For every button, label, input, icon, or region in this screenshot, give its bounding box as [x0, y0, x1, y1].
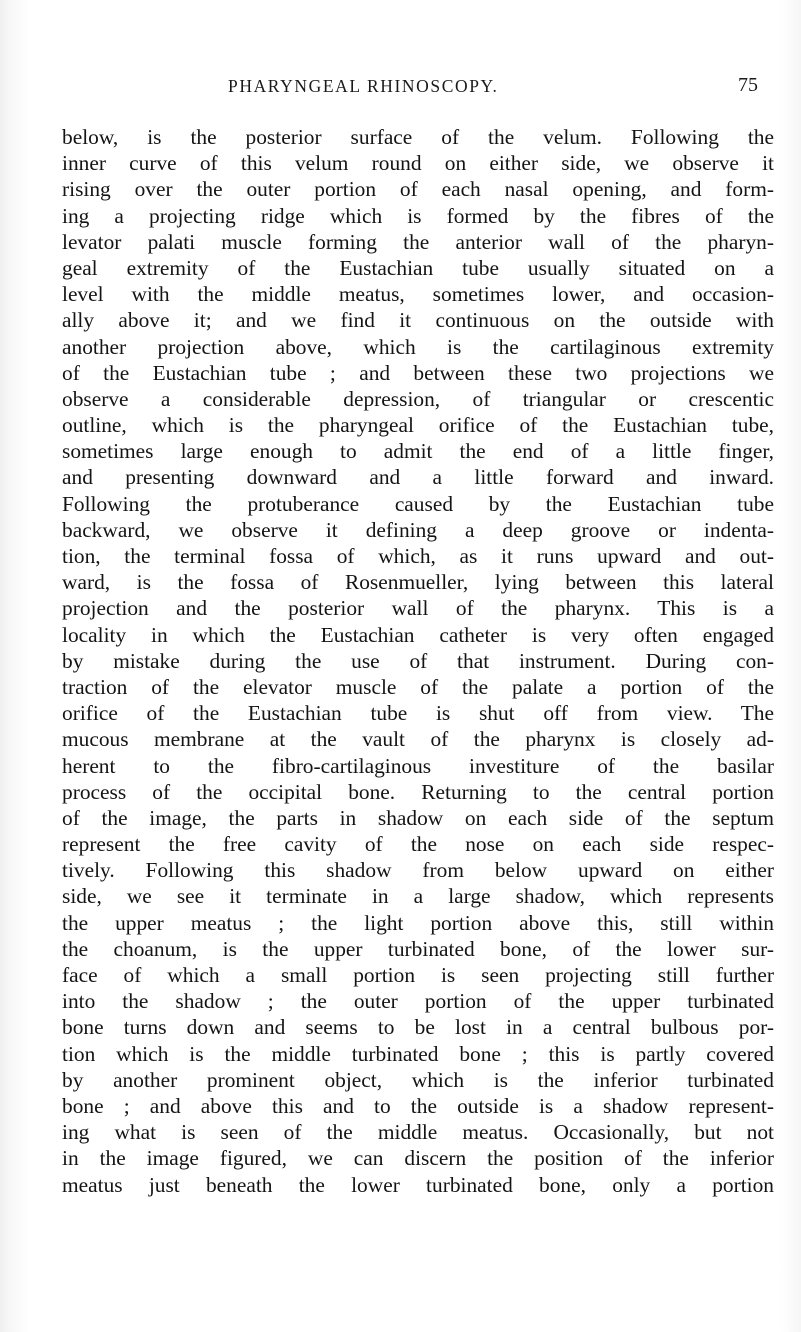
text-line: bone ; and above this and to the outside is a shadow represent-: [62, 1093, 774, 1118]
text-line: orifice of the Eustachian tube is shut off from view. The: [62, 701, 774, 726]
text-line: by mistake during the use of that instrument. During con-: [62, 648, 774, 673]
body-paragraph: [62, 124, 774, 1198]
text-line: side, we see it terminate in a large shadow, which represents: [62, 884, 774, 909]
text-line: represent the free cavity of the nose on each side respec-: [62, 832, 774, 857]
text-line: by another prominent object, which is the inferior turbinated: [62, 1067, 774, 1092]
text-line: bone turns down and seems to be lost in a central bulbous por-: [62, 1015, 774, 1040]
text-line: observe a considerable depression, of triangular or crescentic: [62, 386, 774, 411]
text-line: tion which is the middle turbinated bone ; this is partly covered: [62, 1041, 774, 1066]
running-head: [0, 76, 801, 106]
text-line: rising over the outer portion of each nasal opening, and form-: [62, 177, 774, 202]
text-line: of the image, the parts in shadow on each side of the septum: [62, 805, 774, 830]
text-line: tively. Following this shadow from below upward on either: [62, 858, 774, 883]
text-line: process of the occipital bone. Returning to the central portion: [62, 779, 774, 804]
text-line: inner curve of this velum round on either side, we observe it: [62, 151, 774, 176]
text-line: the upper meatus ; the light portion above this, still within: [62, 910, 774, 935]
text-line: meatus just beneath the lower turbinated bone, only a portion: [62, 1172, 774, 1197]
text-line: sometimes large enough to admit the end of a little finger,: [62, 439, 774, 464]
text-line: mucous membrane at the vault of the pharynx is closely ad-: [62, 727, 774, 752]
text-line: ing what is seen of the middle meatus. Occasionally, but not: [62, 1120, 774, 1145]
text-line: into the shadow ; the outer portion of the upper turbinated: [62, 989, 774, 1014]
text-line: the choanum, is the upper turbinated bone, of the lower sur-: [62, 936, 774, 961]
text-line: traction of the elevator muscle of the palate a portion of the: [62, 674, 774, 699]
text-line: in the image figured, we can discern the position of the inferior: [62, 1146, 774, 1171]
text-line: outline, which is the pharyngeal orifice of the Eustachian tube,: [62, 413, 774, 438]
page-number: 75: [738, 74, 758, 96]
text-line: projection and the posterior wall of the pharynx. This is a: [62, 596, 774, 621]
text-line: below, is the posterior surface of the velum. Following the: [62, 125, 774, 149]
text-line: ward, is the fossa of Rosenmueller, lying between this lateral: [62, 570, 774, 595]
text-line: geal extremity of the Eustachian tube usually situated on a: [62, 255, 774, 280]
text-line: another projection above, which is the cartilaginous extremity: [62, 334, 774, 359]
running-title: PHARYNGEAL RHINOSCOPY.: [228, 76, 499, 96]
text-line: Following the protuberance caused by the Eustachian tube: [62, 491, 774, 516]
text-line: locality in which the Eustachian catheter is very often engaged: [62, 622, 774, 647]
text-line: herent to the fibro-cartilaginous investiture of the basilar: [62, 753, 774, 778]
text-line: backward, we observe it defining a deep groove or indenta-: [62, 517, 774, 542]
text-line: levator palati muscle forming the anterior wall of the pharyn-: [62, 229, 774, 254]
text-line: face of which a small portion is seen projecting still further: [62, 963, 774, 987]
text-line: level with the middle meatus, sometimes lower, and occasion-: [62, 282, 774, 307]
text-line: of the Eustachian tube ; and between these two projections we: [62, 360, 774, 385]
text-line: and presenting downward and a little forward and inward.: [62, 465, 774, 490]
text-line: tion, the terminal fossa of which, as it runs upward and out-: [62, 544, 774, 568]
text-line: ing a projecting ridge which is formed by the fibres of the: [62, 203, 774, 228]
text-line: ally above it; and we find it continuous on the outside with: [62, 308, 774, 333]
